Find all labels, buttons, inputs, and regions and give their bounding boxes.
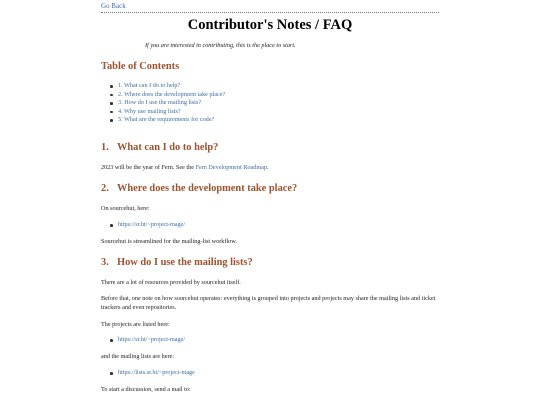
section-1-heading: [101, 142, 218, 154]
page-subtitle: If you are interested in contributing, this is the place to start.: [145, 42, 296, 49]
section-3-heading: [101, 257, 253, 269]
toc-heading: Table of Contents: [101, 61, 180, 72]
toc-item[interactable]: 1. What can I do to help?: [109, 82, 225, 91]
section-3-lists-links: [109, 369, 195, 378]
list-item[interactable]: [109, 336, 185, 345]
top-nav: [101, 2, 439, 13]
list-item[interactable]: [109, 221, 185, 230]
section-3-number: 3.: [101, 257, 109, 268]
section-2-note: Sourcehut is streamlined for the mailing-list workflow.: [101, 238, 237, 245]
sourcehut-project-link[interactable]: https://sr.ht/~project-mage/: [118, 221, 186, 228]
section-3-p1: There are a lot of resources provided by sourcehut itself.: [101, 279, 241, 286]
list-item[interactable]: [109, 369, 195, 378]
roadmap-link[interactable]: Fern Development Roadmap: [195, 164, 267, 171]
section-2-intro: On sourcehut, here:: [101, 205, 150, 212]
section-1-text: [101, 164, 439, 173]
section-1-number: 1.: [101, 142, 109, 153]
toc-item[interactable]: 4. Why use mailing lists?: [109, 108, 225, 117]
section-3-p3: The projects are listed here:: [101, 321, 170, 328]
section-2-number: 2.: [101, 183, 109, 194]
section-2-title: Where does the development take place?: [117, 183, 298, 194]
section-3-projects-links: [109, 336, 185, 345]
toc-list: [109, 82, 225, 125]
mailing-lists-link[interactable]: https://lists.sr.ht/~project-mage: [118, 369, 195, 376]
section-3-p4: and the mailing lists are here:: [101, 353, 175, 360]
page-title: Contributor's Notes / FAQ: [187, 17, 353, 33]
section-2-heading: [101, 183, 297, 195]
section-1-text-before: 2023 will be the year of Fern. See the: [101, 164, 196, 171]
toc-item[interactable]: 5. What are the requirements for code?: [109, 116, 225, 125]
toc-item[interactable]: 2. Where does the development take place?: [109, 91, 225, 100]
section-1-text-after: .: [267, 164, 269, 171]
section-3-title: How do I use the mailing lists?: [117, 257, 253, 268]
section-2-links: [109, 221, 185, 230]
section-3-p5: To start a discussion, send a mail to:: [101, 386, 191, 393]
projects-link[interactable]: https://sr.ht/~project-mage/: [118, 336, 186, 343]
section-1-title: What can I do to help?: [117, 142, 219, 153]
section-3-p2: Before that, one note on how sourcehut operates: everything is grouped into projects and projects may share the mailing lists and ticket trackers and even repositories.: [101, 295, 436, 311]
go-back-link[interactable]: Go Back: [101, 2, 126, 10]
toc-item[interactable]: 3. How do I use the mailing lists?: [109, 99, 225, 108]
